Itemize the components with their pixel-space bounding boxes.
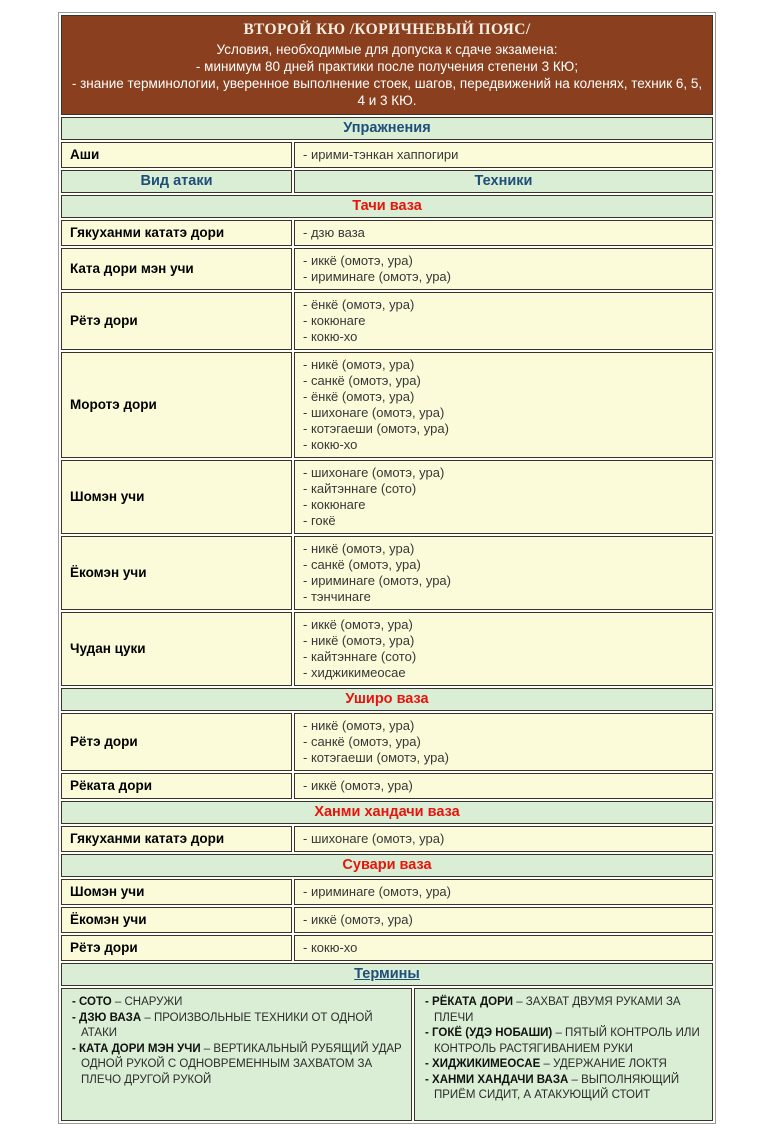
exam-title: ВТОРОЙ КЮ /КОРИЧНЕВЫЙ ПОЯС/ <box>243 21 531 38</box>
terms-column-right <box>414 988 713 1121</box>
technique-line: - кокю-хо <box>303 329 358 344</box>
attack-row <box>61 292 713 350</box>
technique-line: - иккё (омотэ, ура) <box>303 253 413 268</box>
techniques-cell <box>294 713 713 771</box>
technique-line: - кокюнаге <box>303 313 366 328</box>
attack-label: Рётэ дори <box>61 292 292 350</box>
attack-column-header: Вид атаки <box>61 170 292 193</box>
exercise-row <box>61 142 713 168</box>
term-name: - СОТО <box>72 996 112 1008</box>
attack-row <box>61 248 713 290</box>
exercise-value <box>294 142 713 168</box>
exam-condition-line: - минимум 80 дней практики после получения степени 3 КЮ; <box>195 59 579 74</box>
techniques-cell <box>294 907 713 933</box>
attack-row <box>61 460 713 534</box>
techniques-cell <box>294 826 713 852</box>
technique-line: - санкё (омотэ, ура) <box>303 373 421 388</box>
techniques-cell <box>294 935 713 961</box>
technique-line: - иккё (омотэ, ура) <box>303 778 413 793</box>
technique-line: - никё (омотэ, ура) <box>303 541 415 556</box>
attack-label: Рёката дори <box>61 773 292 799</box>
technique-line: - иккё (омотэ, ура) <box>303 912 413 927</box>
terms-row <box>61 988 713 1121</box>
technique-line: - иккё (омотэ, ура) <box>303 617 413 632</box>
attack-row <box>61 773 713 799</box>
term-entry: - СОТО – СНАРУЖИ <box>72 996 183 1008</box>
technique-line: - дзю ваза <box>303 225 365 240</box>
technique-line: - кокю-хо <box>303 437 358 452</box>
technique-line: - санкё (омотэ, ура) <box>303 734 421 749</box>
attack-label: Гякуханми кататэ дори <box>61 826 292 852</box>
exam-conditions <box>68 41 706 109</box>
technique-line: - ёнкё (омотэ, ура) <box>303 297 415 312</box>
technique-line: - шихонаге (омотэ, ура) <box>303 465 445 480</box>
terms-section-header <box>61 963 713 986</box>
attack-row <box>61 612 713 686</box>
attack-label: Ката дори мэн учи <box>61 248 292 290</box>
attack-label: Рётэ дори <box>61 713 292 771</box>
attack-label: Ёкомэн учи <box>61 907 292 933</box>
attack-row <box>61 907 713 933</box>
technique-line: - никё (омотэ, ура) <box>303 633 415 648</box>
term-name: - ГОКЁ (УДЭ НОБАШИ) <box>425 1027 553 1039</box>
technique-line: - шихонаге (омотэ, ура) <box>303 831 445 846</box>
attack-row <box>61 220 713 246</box>
term-name: - КАТА ДОРИ МЭН УЧИ <box>72 1042 201 1055</box>
technique-line: - ириминаге (омотэ, ура) <box>303 884 451 899</box>
technique-line: - никё (омотэ, ура) <box>303 718 415 733</box>
attack-row <box>61 352 713 458</box>
technique-line: - котэгаеши (омотэ, ура) <box>303 421 449 436</box>
term-entry: - РЁКАТА ДОРИ – ЗАХВАТ ДВУМЯ РУКАМИ ЗА ПЛЕЧИ <box>425 996 681 1024</box>
exam-condition-line: Условия, необходимые для допуска к сдаче экзамена: <box>216 42 558 57</box>
technique-line: - ёнкё (омотэ, ура) <box>303 389 415 404</box>
attack-row <box>61 935 713 961</box>
term-name: - ДЗЮ ВАЗА <box>72 1011 142 1024</box>
techniques-cell <box>294 773 713 799</box>
attack-label: Шомэн учи <box>61 879 292 905</box>
techniques-cell <box>294 460 713 534</box>
exam-header <box>61 15 713 115</box>
technique-line: - гокё <box>303 513 336 528</box>
terms-section-title: Термины <box>354 966 420 982</box>
technique-line: - кокю-хо <box>303 940 358 955</box>
waza-section-header: Тачи ваза <box>61 195 713 218</box>
technique-line: - ириминаге (омотэ, ура) <box>303 269 451 284</box>
technique-line: - кайтэннаге (сото) <box>303 649 417 664</box>
techniques-cell <box>294 352 713 458</box>
term-entry: - ХИДЖИКИМЕОСАЕ – УДЕРЖАНИЕ ЛОКТЯ <box>425 1058 667 1070</box>
attack-label: Рётэ дори <box>61 935 292 961</box>
techniques-cell <box>294 220 713 246</box>
waza-section-header: Уширо ваза <box>61 688 713 711</box>
technique-line: - никё (омотэ, ура) <box>303 357 415 372</box>
column-header-row <box>61 170 713 193</box>
technique-line: - ириминаге (омотэ, ура) <box>303 573 451 588</box>
technique-line: - шихонаге (омотэ, ура) <box>303 405 445 420</box>
attack-label: Моротэ дори <box>61 352 292 458</box>
attack-row <box>61 826 713 852</box>
technique-line: - кайтэннаге (сото) <box>303 481 417 496</box>
term-entry: - ГОКЁ (УДЭ НОБАШИ) – ПЯТЫЙ КОНТРОЛЬ ИЛИ КОНТРОЛЬ РАСТЯГИВАНИЕМ РУКИ <box>425 1027 700 1055</box>
techniques-column-header: Техники <box>294 170 713 193</box>
term-name: - ХАНМИ ХАНДАЧИ ВАЗА <box>425 1073 569 1086</box>
exercise-label: Аши <box>61 142 292 168</box>
technique-line: - кокюнаге <box>303 497 366 512</box>
attack-label: Ёкомэн учи <box>61 536 292 610</box>
term-entry: - КАТА ДОРИ МЭН УЧИ – ВЕРТИКАЛЬНЫЙ РУБЯЩИЙ УДАР ОДНОЙ РУКОЙ С ОДНОВРЕМЕННЫМ ЗАХВАТОМ ЗА ПЛЕЧО ДРУГОЙ РУКОЙ <box>72 1042 402 1086</box>
term-name: - РЁКАТА ДОРИ <box>425 996 514 1008</box>
term-entry: - ДЗЮ ВАЗА – ПРОИЗВОЛЬНЫЕ ТЕХНИКИ ОТ ОДНОЙ АТАКИ <box>72 1011 373 1039</box>
exam-requirements-table <box>58 12 716 1124</box>
technique-line: - ирими-тэнкан хаппогири <box>303 147 459 162</box>
exercises-section-header: Упражнения <box>61 117 713 140</box>
attack-label: Шомэн учи <box>61 460 292 534</box>
waza-section-header: Ханми хандачи ваза <box>61 801 713 824</box>
attack-label: Гякуханми кататэ дори <box>61 220 292 246</box>
waza-section-header: Сувари ваза <box>61 854 713 877</box>
exam-condition-line: - знание терминологии, уверенное выполнение стоек, шагов, передвижений на коленях, техник 6, 5, 4 и 3 КЮ. <box>71 76 703 108</box>
techniques-cell <box>294 612 713 686</box>
attack-row <box>61 536 713 610</box>
techniques-cell <box>294 248 713 290</box>
attack-row <box>61 713 713 771</box>
technique-line: - санкё (омотэ, ура) <box>303 557 421 572</box>
technique-line: - тэнчинаге <box>303 589 371 604</box>
attack-label: Чудан цуки <box>61 612 292 686</box>
term-name: - ХИДЖИКИМЕОСАЕ <box>425 1058 541 1070</box>
technique-line: - хиджикимеосае <box>303 665 406 680</box>
attack-row <box>61 879 713 905</box>
techniques-cell <box>294 879 713 905</box>
waza-sections-container <box>61 195 713 961</box>
technique-line: - котэгаеши (омотэ, ура) <box>303 750 449 765</box>
terms-column-left <box>61 988 412 1121</box>
techniques-cell <box>294 536 713 610</box>
techniques-cell <box>294 292 713 350</box>
term-entry: - ХАНМИ ХАНДАЧИ ВАЗА – ВЫПОЛНЯЮЩИЙ ПРИЁМ СИДИТ, А АТАКУЮЩИЙ СТОИТ <box>425 1073 680 1101</box>
